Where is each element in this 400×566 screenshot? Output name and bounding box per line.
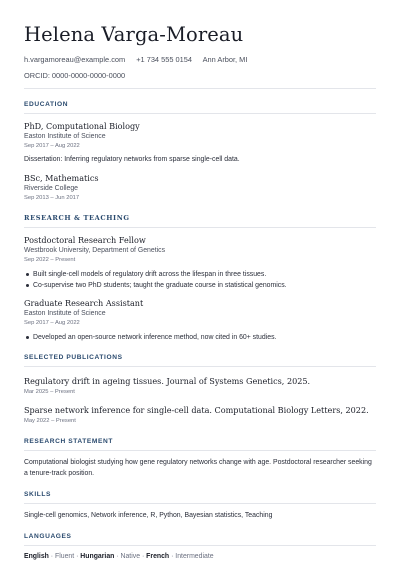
publication-citation: Regulatory drift in ageing tissues. Journal of Systems Genetics, 2025. [24, 376, 311, 386]
language-level: Intermediate [175, 553, 214, 560]
dissertation-text: Dissertation: Inferring regulatory networks from sparse single-cell data. [24, 156, 240, 163]
school-name: Easton Institute of Science [24, 133, 106, 140]
section-divider [24, 227, 376, 228]
contact-info [24, 55, 376, 81]
degree-title: PhD, Computational Biology [24, 121, 140, 131]
organization-name: Westbrook University, Department of Genetics [24, 247, 166, 254]
education-entry [24, 173, 376, 203]
section-divider [24, 113, 376, 114]
statement-text: Computational biologist studying how gene regulatory networks change with age. Postdoctoral researcher seeking a tenure-track position. [24, 459, 372, 477]
section-title-statement: RESEARCH STATEMENT [24, 438, 113, 445]
contact-row-orcid [24, 71, 376, 81]
role-title: Graduate Research Assistant [24, 298, 144, 308]
degree-title: BSc, Mathematics [24, 173, 99, 183]
research-section [24, 214, 376, 343]
orcid-text: ORCID: 0000-0000-0000-0000 [24, 71, 126, 80]
language-name: Hungarian [80, 553, 115, 560]
location-text: Ann Arbor, MI [202, 55, 248, 64]
date-range: Sep 2013 – Jun 2017 [24, 195, 80, 201]
section-divider [24, 450, 376, 451]
languages-section [24, 532, 376, 562]
section-divider [24, 366, 376, 367]
email-link[interactable]: h.vargamoreau@example.com [24, 55, 126, 64]
date-range: Sep 2022 – Present [24, 257, 76, 263]
section-divider [24, 545, 376, 546]
list-item: Co-supervise two PhD students; taught the graduate course in statistical genomics. [24, 280, 376, 291]
section-title-research: RESEARCH & TEACHING [24, 214, 130, 222]
date-range: May 2022 – Present [24, 418, 76, 424]
skills-text: Single-cell genomics, Network inference, R, Python, Bayesian statistics, Teaching [24, 512, 273, 519]
education-entry [24, 121, 376, 164]
section-title-publications: SELECTED PUBLICATIONS [24, 354, 123, 361]
language-name: English [24, 553, 49, 560]
achievement-list [24, 269, 376, 291]
language-level: Fluent [55, 553, 75, 560]
publication-citation: Sparse network inference for single-cell data. Computational Biology Letters, 2022. [24, 405, 369, 415]
header-divider [24, 88, 376, 89]
section-divider [24, 503, 376, 504]
date-range: Mar 2025 – Present [24, 389, 75, 395]
section-title-education: EDUCATION [24, 101, 69, 108]
date-range: Sep 2017 – Aug 2022 [24, 320, 80, 326]
language-name: French [146, 553, 170, 560]
role-title: Postdoctoral Research Fellow [24, 235, 146, 245]
candidate-name: Helena Varga-Moreau [24, 23, 244, 46]
list-item: Developed an open-source network inference method, now cited in 60+ studies. [24, 332, 376, 343]
contact-row [24, 55, 376, 65]
section-title-languages: LANGUAGES [24, 533, 72, 540]
language-level: Native [120, 553, 141, 560]
education-section [24, 100, 376, 203]
statement-section [24, 437, 376, 479]
publications-section [24, 353, 376, 426]
achievement-list [24, 332, 376, 343]
phone-text: +1 734 555 0154 [136, 55, 192, 64]
organization-name: Easton Institute of Science [24, 310, 106, 317]
list-item: Built single-cell models of regulatory drift across the lifespan in three tissues. [24, 269, 376, 280]
skills-section [24, 490, 376, 521]
school-name: Riverside College [24, 185, 79, 192]
date-range: Sep 2017 – Aug 2022 [24, 143, 80, 149]
research-entry [24, 235, 376, 291]
section-title-skills: SKILLS [24, 491, 52, 498]
languages-list: English · Fluent · Hungarian · Native · French · Intermediate [24, 553, 214, 560]
publication-entry [24, 376, 376, 397]
publication-entry [24, 405, 376, 426]
research-entry [24, 298, 376, 343]
